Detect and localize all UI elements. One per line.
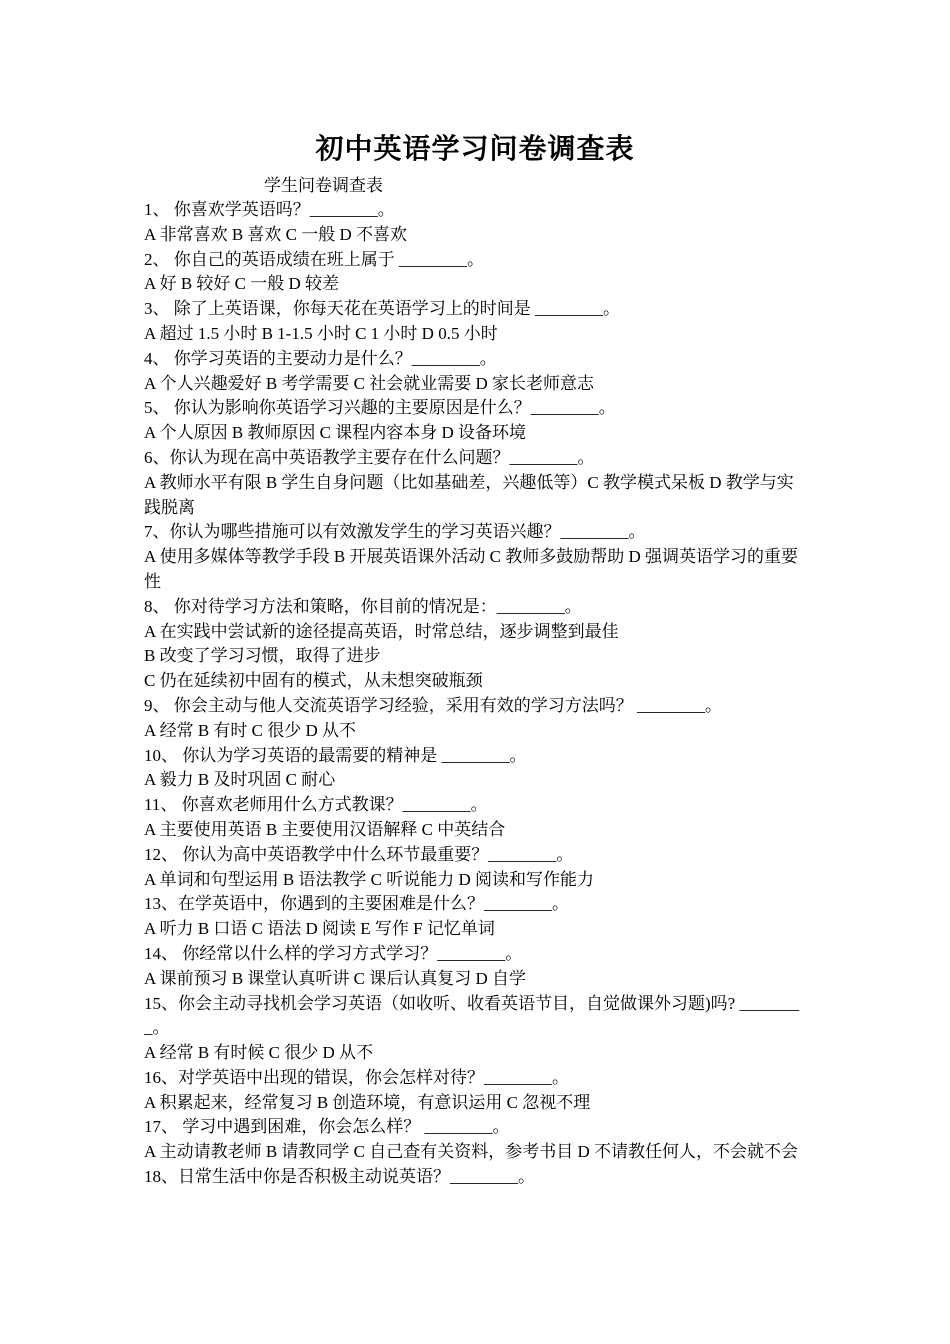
option-8b: B 改变了学习习惯，取得了进步 [144,646,381,666]
question-6: 6、你认为现在高中英语教学主要存在什么问题？________。 [144,447,595,467]
question-14: 14、 你经常以什么样的学习方式学习？________。 [144,943,523,963]
page-title: 初中英语学习问卷调查表 [315,134,635,165]
options-2: A 好 B 较好 C 一般 D 较差 [144,274,340,294]
options-12: A 单词和句型运用 B 语法教学 C 听说能力 D 阅读和写作能力 [144,869,595,889]
question-9: 9、 你会主动与他人交流英语学习经验，采用有效的学习方法吗？ ________。 [144,695,722,715]
options-14: A 课前预习 B 课堂认真听讲 C 课后认真复习 D 自学 [144,968,527,988]
question-3: 3、 除了上英语课，你每天花在英语学习上的时间是 ________。 [144,299,620,319]
options-7: A 使用多媒体等教学手段 B 开展英语课外活动 C 教师多鼓励帮助 D 强调英语学习的重要性 [144,547,799,591]
question-12: 12、 你认为高中英语教学中什么环节最重要？________。 [144,844,574,864]
options-1: A 非常喜欢 B 喜欢 C 一般 D 不喜欢 [144,224,408,244]
option-8c: C 仍在延续初中固有的模式，从未想突破瓶颈 [144,671,483,691]
question-1: 1、 你喜欢学英语吗？________。 [144,200,395,219]
question-2: 2、 你自己的英语成绩在班上属于 ________。 [144,249,484,269]
question-18: 18、日常生活中你是否积极主动说英语？________。 [144,1167,535,1187]
options-3: A 超过 1.5 小时 B 1-1.5 小时 C 1 小时 D 0.5 小时 [144,323,498,343]
options-5: A 个人原因 B 教师原因 C 课程内容本身 D 设备环境 [144,423,527,443]
options-17: A 主动请教老师 B 请教同学 C 自己查有关资料，参考书目 D 不请教任何人，不会就不会 [144,1142,799,1162]
question-5: 5、 你认为影响你英语学习兴趣的主要原因是什么？________。 [144,398,616,418]
options-15: A 经常 B 有时候 C 很少 D 从不 [144,1043,374,1063]
question-13: 13、在学英语中，你遇到的主要困难是什么？________。 [144,894,569,914]
options-4: A 个人兴趣爱好 B 考学需要 C 社会就业需要 D 家长老师意志 [144,373,595,393]
question-11: 11、 你喜欢老师用什么方式教课？________。 [144,795,488,815]
question-10: 10、 你认为学习英语的最需要的精神是 ________。 [144,745,527,765]
questionnaire-body [144,198,808,1190]
question-8: 8、 你对待学习方法和策略，你目前的情况是：________。 [144,596,582,616]
question-7: 7、你认为哪些措施可以有效激发学生的学习英语兴趣？________。 [144,522,646,542]
question-15: 15、你会主动寻找机会学习英语（如收听、收看英语节目，自觉做课外习题)吗? ________。 [144,993,799,1038]
options-10: A 毅力 B 及时巩固 C 耐心 [144,770,336,790]
options-9: A 经常 B 有时 C 很少 D 从不 [144,720,357,740]
options-6: A 教师水平有限 B 学生自身问题（比如基础差，兴趣低等）C 教学模式呆板 D 教学与实践脱离 [144,472,794,517]
option-8a: A 在实践中尝试新的途径提高英语，时常总结，逐步调整到最佳 [144,621,619,641]
page-subtitle: 学生问卷调查表 [264,176,383,195]
options-13: A 听力 B 口语 C 语法 D 阅读 E 写作 F 记忆单词 [144,919,495,939]
options-16: A 积累起来，经常复习 B 创造环境，有意识运用 C 忽视不理 [144,1092,591,1112]
question-4: 4、 你学习英语的主要动力是什么？________。 [144,348,497,368]
question-17: 17、 学习中遇到困难，你会怎么样？ ________。 [144,1117,510,1137]
question-16: 16、对学英语中出现的错误，你会怎样对待？________。 [144,1067,569,1087]
options-11: A 主要使用英语 B 主要使用汉语解释 C 中英结合 [144,819,506,839]
